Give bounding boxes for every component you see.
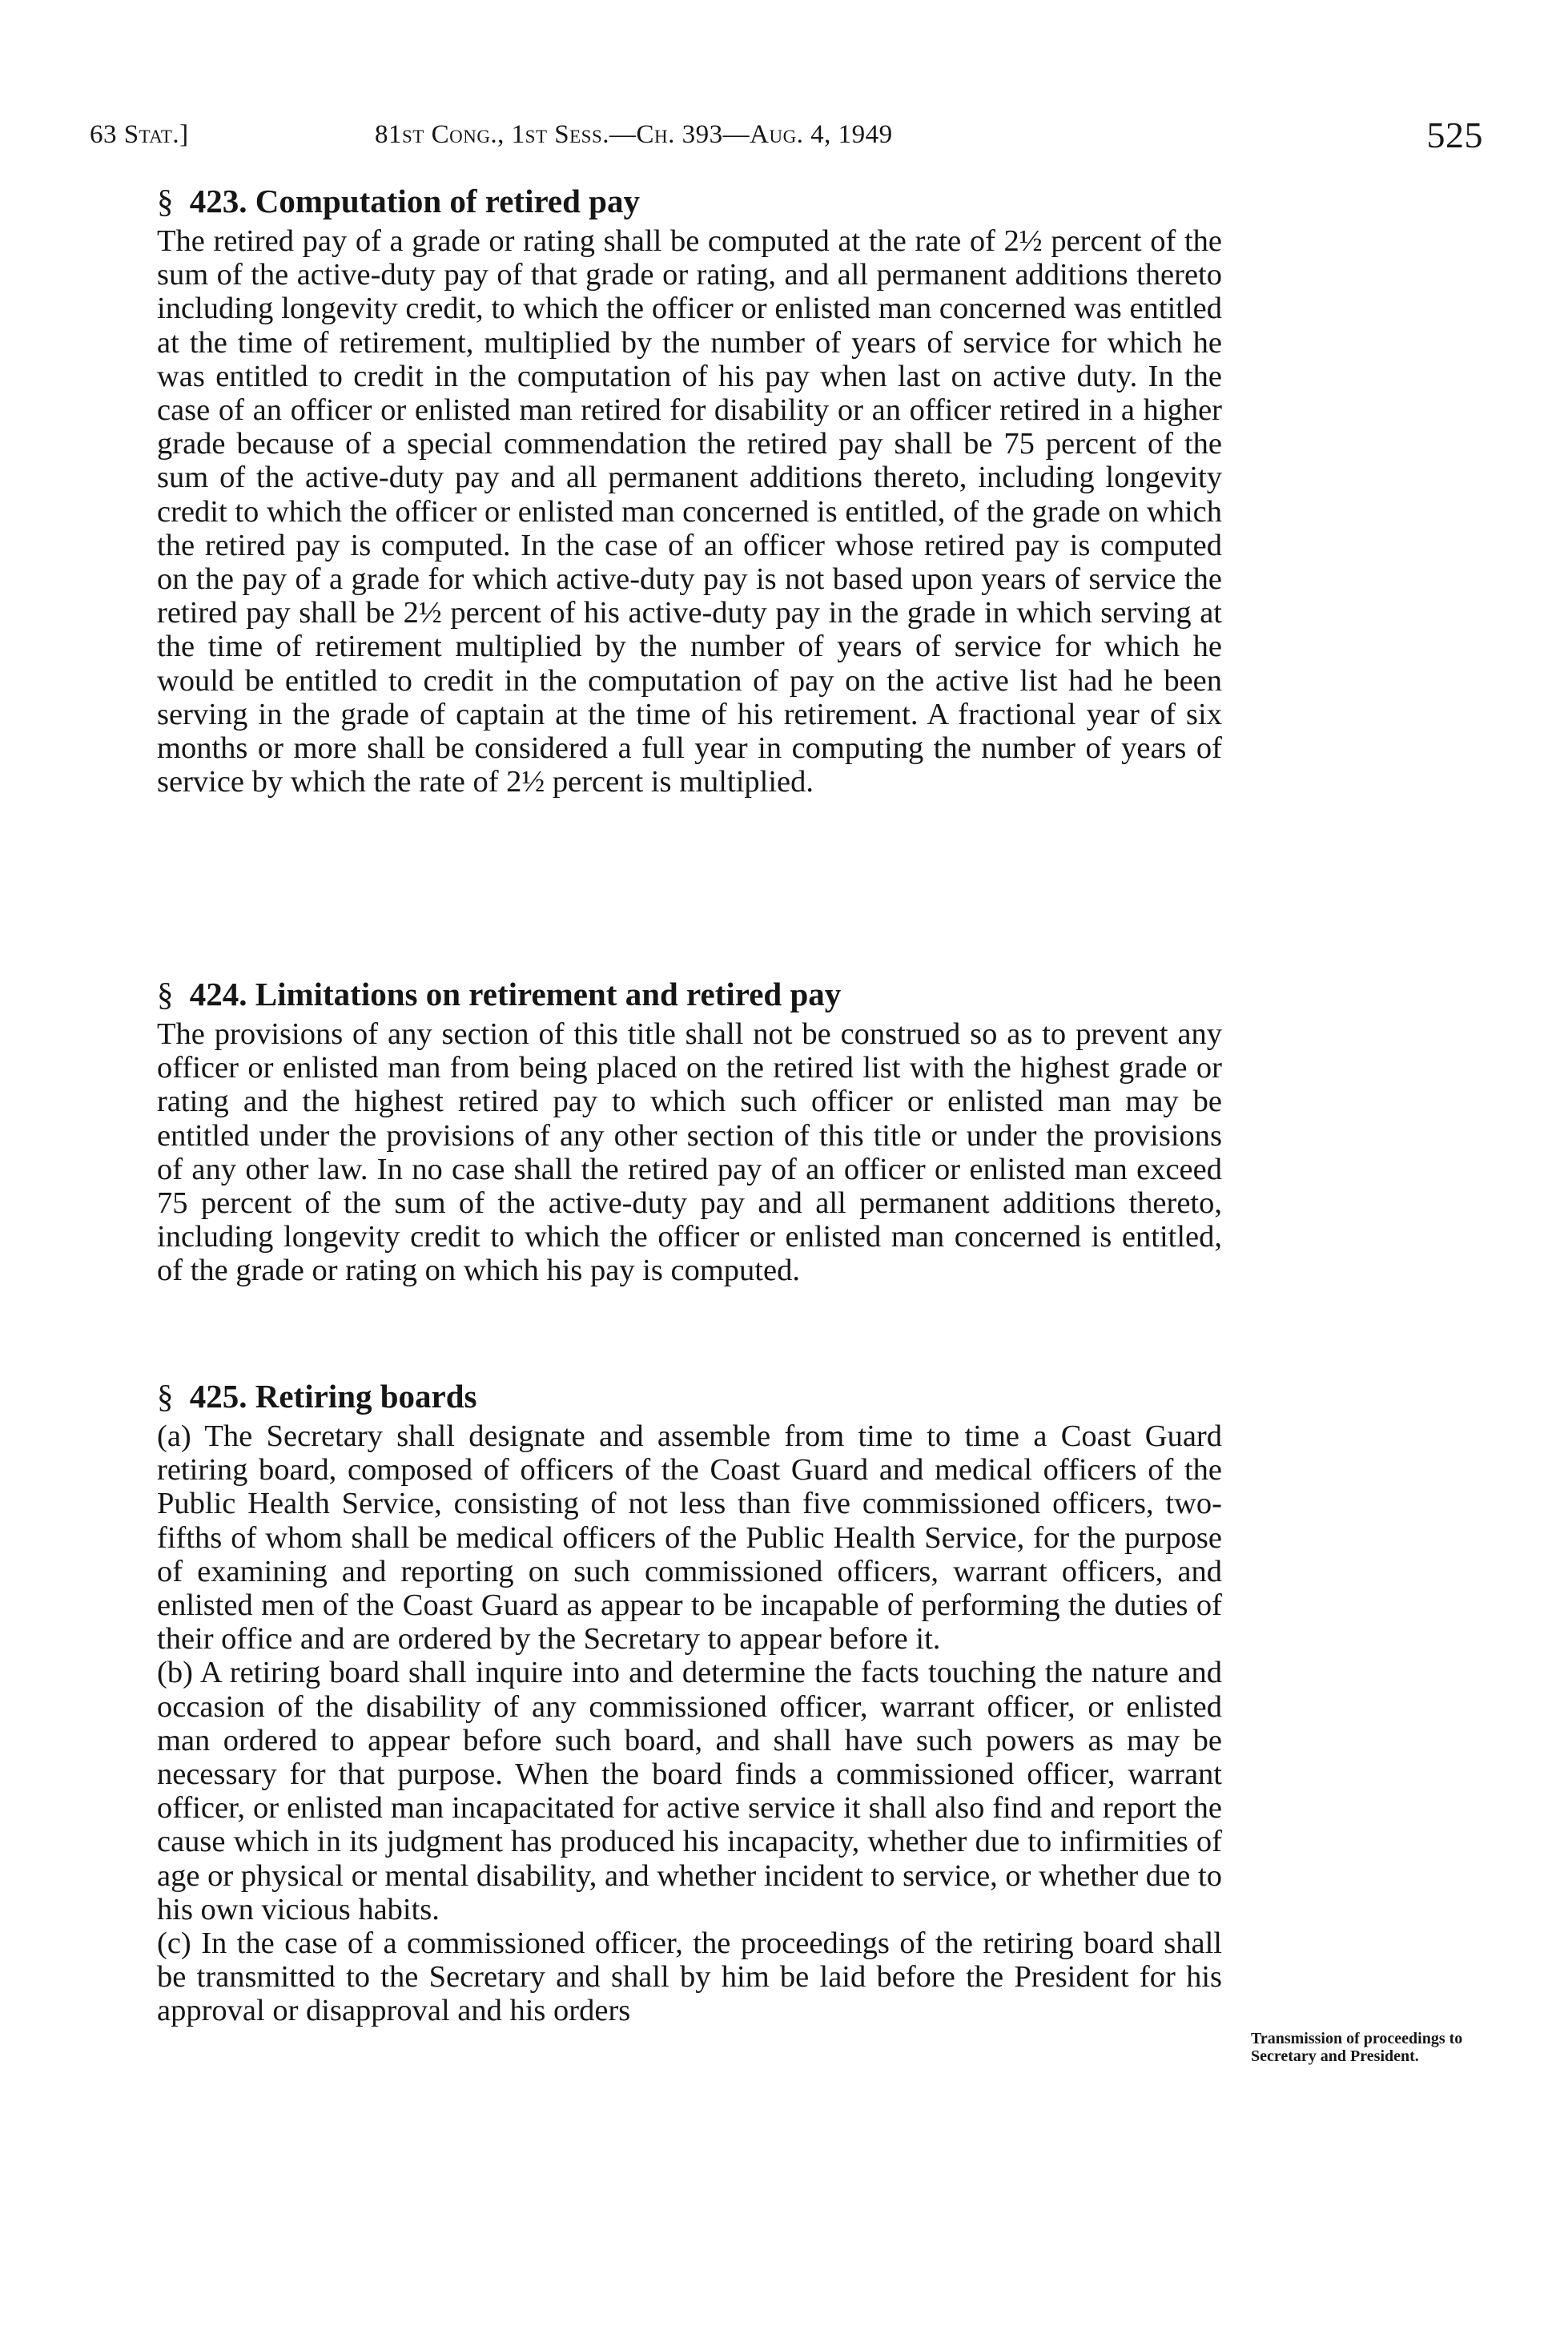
section-number: 423.: [189, 183, 247, 219]
subsection-c: (c) In the case of a commissioned officer, the proceedings of the retiring board shall be transmitted to the Secretary and shall by him be laid before the President for his approval or disapproval and his orders: [157, 1926, 1222, 2028]
subsection-b: (b) A retiring board shall inquire into and determine the facts touching the nature and occasion of the disability of any commissioned officer, warrant officer, or enlisted man ordered to appear before such board, and shall have such powers as may be necessary for that purpose. When the board finds a commissioned officer, warrant officer, or enlisted man incapacitated for active service it shall also find and report the cause which in its judgment has produced his incapacity, whether due to infirmities of age or physical or mental disability, and whether incident to service, or whether due to his own vicious habits.: [157, 1656, 1222, 1926]
subsection-a: (a) The Secretary shall designate and assemble from time to time a Coast Guard retiring board, composed of officers of the Coast Guard and medical officers of the Public Health Service, consisting of not less than five commissioned officers, two-fifths of whom shall be medical officers of the Public Health Service, for the purpose of examining and reporting on such commissioned officers, warrant officers, and enlisted men of the Coast Guard as appear to be incapable of performing the duties of their office and are ordered by the Secretary to appear before it.: [157, 1419, 1222, 1657]
section-heading: [157, 181, 1222, 221]
margin-note: Transmission of proceedings to Secretary and President.: [1251, 2030, 1463, 2065]
section-423: [157, 181, 1222, 799]
page-number: 525: [1426, 115, 1483, 155]
statute-reference: 63 Stat.]: [90, 120, 189, 149]
section-425: [157, 1376, 1222, 2028]
section-paragraph: The retired pay of a grade or rating shall be computed at the rate of 2½ percent of the sum of the active-duty pay of that grade or rating, and all permanent additions thereto including longevity credit, to which the officer or enlisted man concerned was entitled at the time of retirement, multiplied by the number of years of service for which he was entitled to credit in the computation of his pay when last on active duty. In the case of an officer or enlisted man retired for disability or an officer retired in a higher grade because of a special commendation the retired pay shall be 75 percent of the sum of the active-duty pay and all permanent additions thereto, including longevity credit to which the officer or enlisted man concerned is entitled, of the grade on which the retired pay is computed. In the case of an officer whose retired pay is computed on the pay of a grade for which active-duty pay is not based upon years of service the retired pay shall be 2½ percent of his active-duty pay in the grade in which serving at the time of retirement multiplied by the number of years of service for which he would be entitled to credit in the computation of pay on the active list had he been serving in the grade of captain at the time of his retirement. A fractional year of six months or more shall be considered a full year in computing the number of years of service by which the rate of 2½ percent is multiplied.: [157, 224, 1222, 799]
section-number: 424.: [189, 976, 247, 1012]
section-paragraph: The provisions of any section of this title shall not be construed so as to prevent any officer or enlisted man from being placed on the retired list with the highest grade or rating and the highest retired pay to which such officer or enlisted man may be entitled under the provisions of any other section of this title or under the provisions of any other law. In no case shall the retired pay of an officer or enlisted man exceed 75 percent of the sum of the active-duty pay and all permanent additions thereto, including longevity credit to which the officer or enlisted man concerned is entitled, of the grade or rating on which his pay is computed.: [157, 1017, 1222, 1288]
section-heading: [157, 1376, 1222, 1416]
section-symbol: §: [157, 183, 174, 219]
section-424: [157, 974, 1222, 1288]
congress-session-date: 81st Cong., 1st Sess.—Ch. 393—Aug. 4, 1949: [375, 120, 893, 149]
section-title: Computation of retired pay: [255, 183, 640, 219]
section-heading: [157, 974, 1222, 1014]
section-symbol: §: [157, 976, 174, 1012]
section-title: Limitations on retirement and retired pay: [255, 976, 842, 1012]
section-title: Retiring boards: [255, 1378, 477, 1415]
section-number: 425.: [189, 1378, 247, 1415]
section-symbol: §: [157, 1378, 174, 1415]
running-head: [90, 114, 1483, 154]
